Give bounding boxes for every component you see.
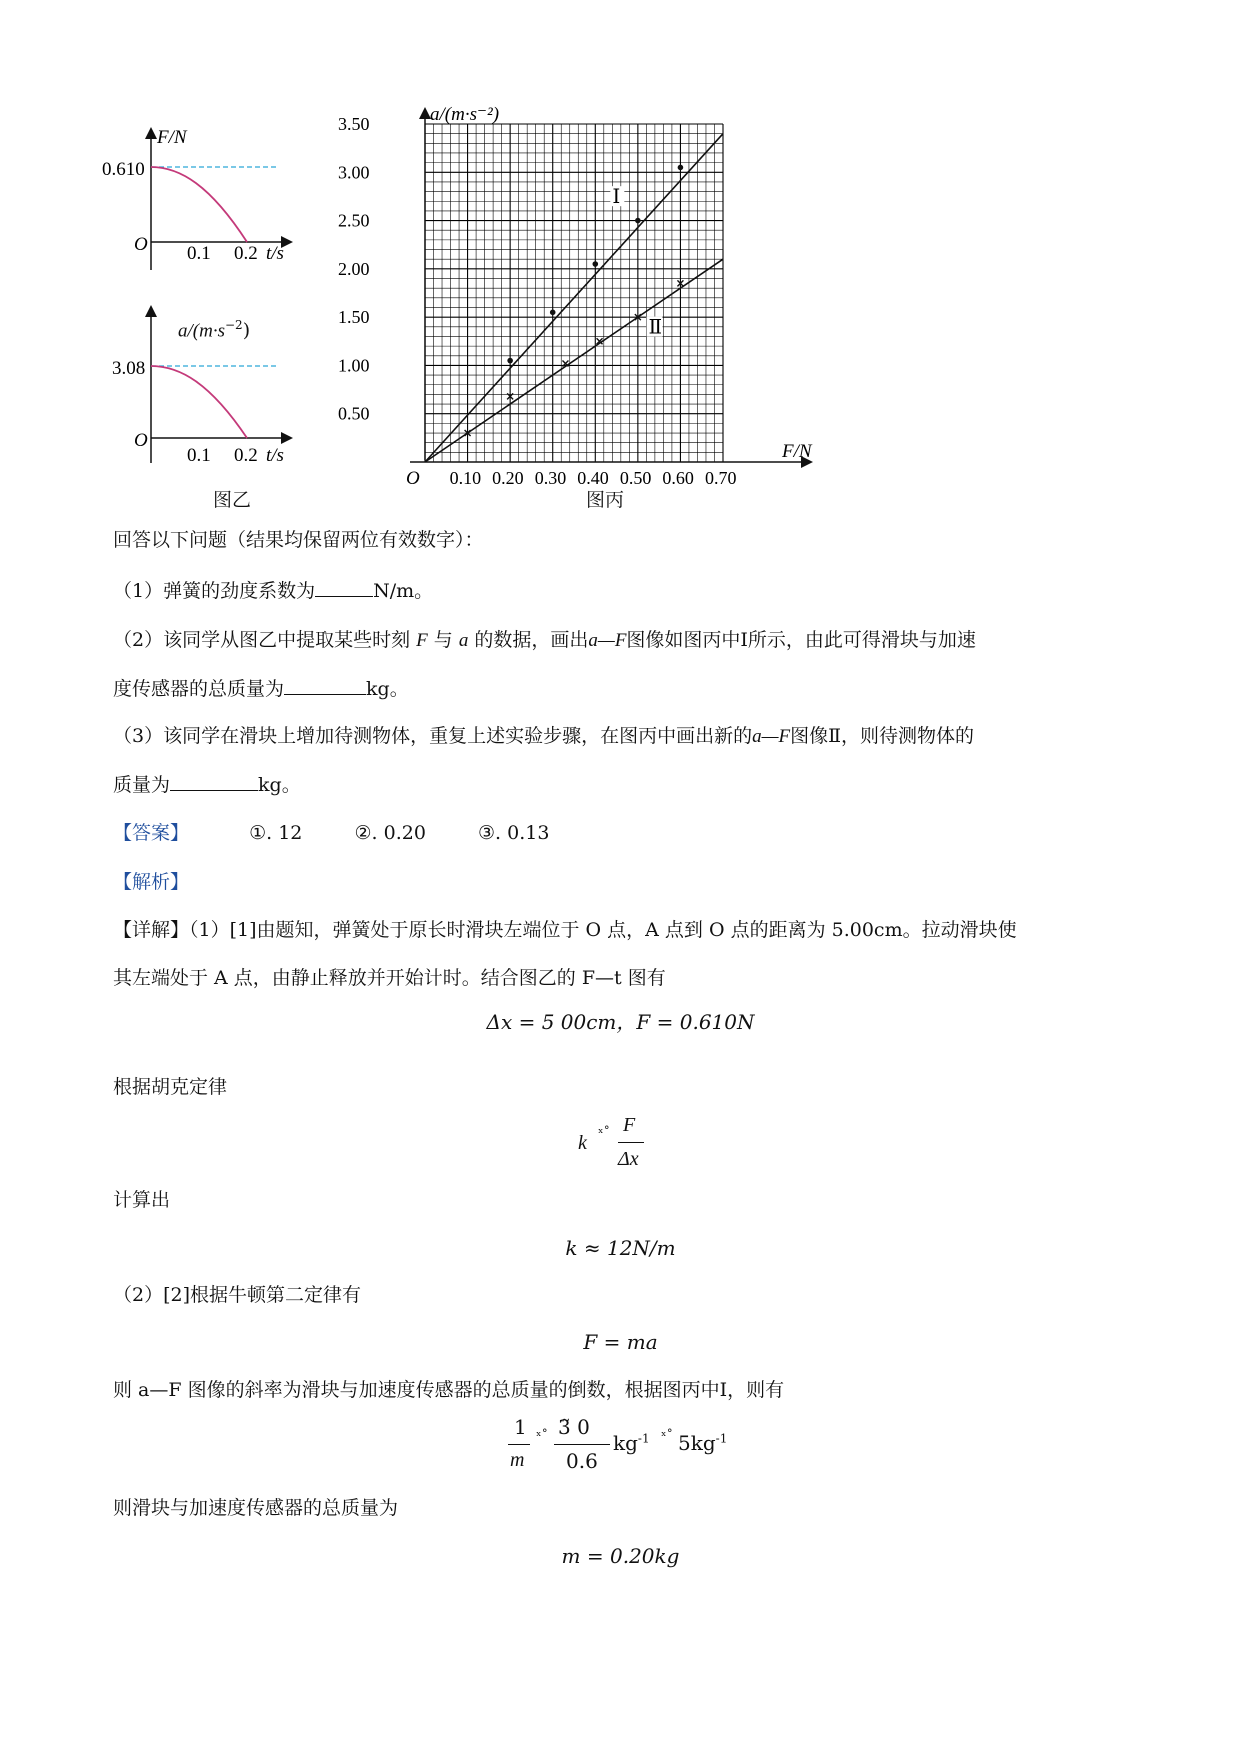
x-tick-label: 0.60 xyxy=(662,468,694,488)
x-tick-label: 0.30 xyxy=(534,468,567,488)
q2-aF: a—F xyxy=(588,630,627,651)
detail-line1 xyxy=(113,918,1017,942)
answer-line xyxy=(113,821,549,845)
q3-aF: a—F xyxy=(752,726,791,747)
q2-mid: 的数据，画出 xyxy=(474,629,589,651)
answer-item-1: ①. 12 xyxy=(249,822,303,844)
series-1-point xyxy=(635,218,641,224)
y-tick-label: 3.00 xyxy=(338,162,370,183)
f-t-x-tick-2: 0.2 xyxy=(234,243,258,264)
q3-line2-pre: 质量为 xyxy=(113,774,171,796)
f-t-curve xyxy=(151,167,247,242)
chart-origin: O xyxy=(406,468,420,489)
q1-post: N/m。 xyxy=(373,580,434,602)
intro-text: 回答以下问题（结果均保留两位有效数字）： xyxy=(113,529,484,551)
q1-blank[interactable] xyxy=(315,578,373,597)
detail-q2-line: （2）[2]根据牛顿第二定律有 xyxy=(113,1284,362,1306)
y-tick-label: 2.50 xyxy=(338,210,370,231)
y-tick-label: 1.00 xyxy=(338,355,370,376)
detail-line2: 其左端处于 A 点，由静止释放并开始计时。结合图乙的 F—t 图有 xyxy=(113,967,666,989)
a-t-y-label-close: ) xyxy=(242,319,251,342)
hooke-text: 根据胡克定律 xyxy=(113,1076,228,1098)
eq5-den1: m xyxy=(510,1449,525,1471)
question-1 xyxy=(113,578,433,603)
a-t-y-label xyxy=(178,318,250,342)
eq5-unit: $kg^{-1}$ xyxy=(613,1431,650,1455)
eq5-rest: $5kg^{-1}$ xyxy=(678,1431,728,1455)
q2-line2-post: kg。 xyxy=(366,678,409,700)
eq2-den: Δx xyxy=(618,1148,639,1170)
question-2-line1 xyxy=(113,628,976,653)
q3-pre: （3）该同学在滑块上增加待测物体，重复上述实验步骤，在图丙中画出新的 xyxy=(113,725,753,747)
eq5-sym1: ˣ˚ xyxy=(536,1429,549,1444)
answer-item-2: ②. 0.20 xyxy=(354,822,426,844)
equation-1: Δx = 5 00cm，F = 0.610N xyxy=(486,1010,755,1034)
eq5-num1: 1 xyxy=(514,1415,527,1439)
f-t-y-label: F/N xyxy=(157,127,187,148)
a-t-curve xyxy=(151,366,247,438)
equation-3: k ≈ 12N/m xyxy=(565,1236,676,1260)
eq2-num: F xyxy=(623,1114,636,1136)
detail-line1-text: （1）[1]由题知，弹簧处于原长时滑块左端位于 O 点，A 点到 O 点的距离为 5.00cm。拉动滑块使 xyxy=(189,919,1017,941)
equation-6: m = 0.20kg xyxy=(561,1544,680,1568)
answer-tag: 【答案】 xyxy=(113,822,190,844)
q2-and: 与 xyxy=(433,629,453,651)
y-tick-label: 2.00 xyxy=(338,258,370,279)
chart-y-label: a/(m·s⁻²) xyxy=(430,104,500,125)
a-t-x-tick-1: 0.1 xyxy=(187,445,211,466)
eq5-sym2: ˣ˚ xyxy=(661,1429,674,1444)
a-t-origin: O xyxy=(134,430,148,451)
x-tick-label: 0.40 xyxy=(577,468,609,488)
question-3-line2 xyxy=(113,772,301,797)
analysis-tag: 【解析】 xyxy=(113,871,190,893)
y-tick-label: 0.50 xyxy=(338,403,370,424)
x-tick-label: 0.50 xyxy=(619,468,652,488)
q3-line2-post: kg。 xyxy=(258,774,301,796)
answer-item-3: ③. 0.13 xyxy=(478,822,550,844)
chart-ticks xyxy=(338,114,737,488)
q2-F: F xyxy=(416,630,428,651)
series-1-point xyxy=(550,310,556,316)
series-1-point xyxy=(678,165,684,171)
series-1-label: Ⅰ xyxy=(612,186,621,209)
q2-a: a xyxy=(458,630,469,651)
y-tick-label: 3.50 xyxy=(338,114,370,134)
eq2-sym: ˣ˚ xyxy=(598,1126,611,1141)
x-tick-label: 0.70 xyxy=(705,468,737,488)
figure-a-f-chart xyxy=(338,100,812,490)
f-t-x-label: t/s xyxy=(266,243,284,264)
series-1-point xyxy=(507,358,513,364)
series-2-label: Ⅱ xyxy=(648,316,663,339)
chart-grid xyxy=(425,124,723,462)
caption-left: 图乙 xyxy=(213,489,252,511)
q2-pre: （2）该同学从图乙中提取某些时刻 xyxy=(113,629,411,651)
a-t-y-label-text: a/(m·s xyxy=(178,320,225,342)
x-tick-label: 0.10 xyxy=(449,468,482,488)
f-t-origin: O xyxy=(134,234,148,255)
a-t-y-label-exp: −2 xyxy=(224,318,243,332)
question-2-line2 xyxy=(113,676,409,701)
q2-blank[interactable] xyxy=(284,676,366,695)
equation-4: F = ma xyxy=(583,1330,658,1354)
a-t-x-tick-2: 0.2 xyxy=(234,445,258,466)
x-tick-label: 0.20 xyxy=(492,468,524,488)
mass-text: 则滑块与加速度传感器的总质量为 xyxy=(113,1497,399,1519)
eq5-num2: 3̃ 0 xyxy=(558,1415,590,1439)
q3-blank[interactable] xyxy=(170,772,258,791)
y-tick-label: 1.50 xyxy=(338,307,370,328)
series-1-point xyxy=(592,261,598,267)
q2-line2-pre: 度传感器的总质量为 xyxy=(113,678,285,700)
detail-tag: 【详解】 xyxy=(113,919,190,941)
slope-text: 则 a—F 图像的斜率为滑块与加速度传感器的总质量的倒数，根据图丙中Ⅰ，则有 xyxy=(113,1379,785,1401)
q3-post: 图像Ⅱ，则待测物体的 xyxy=(790,725,975,747)
a-t-y-value: 3.08 xyxy=(112,358,146,379)
eq5-den2: 0.6 xyxy=(566,1449,598,1473)
eq2-k: k xyxy=(578,1132,587,1154)
q2-post: 图像如图丙中Ⅰ所示，由此可得滑块与加速 xyxy=(626,629,976,651)
f-t-x-tick-1: 0.1 xyxy=(187,243,211,264)
equation-2 xyxy=(578,1112,678,1176)
q1-pre: （1）弹簧的劲度系数为 xyxy=(113,580,316,602)
calc-text: 计算出 xyxy=(113,1189,171,1211)
question-3-line1 xyxy=(113,724,974,749)
equation-5 xyxy=(508,1413,748,1483)
f-t-y-value: 0.610 xyxy=(102,159,145,180)
a-t-x-label: t/s xyxy=(266,445,284,466)
caption-right: 图丙 xyxy=(586,489,625,511)
chart-x-label: F/N xyxy=(782,441,812,462)
